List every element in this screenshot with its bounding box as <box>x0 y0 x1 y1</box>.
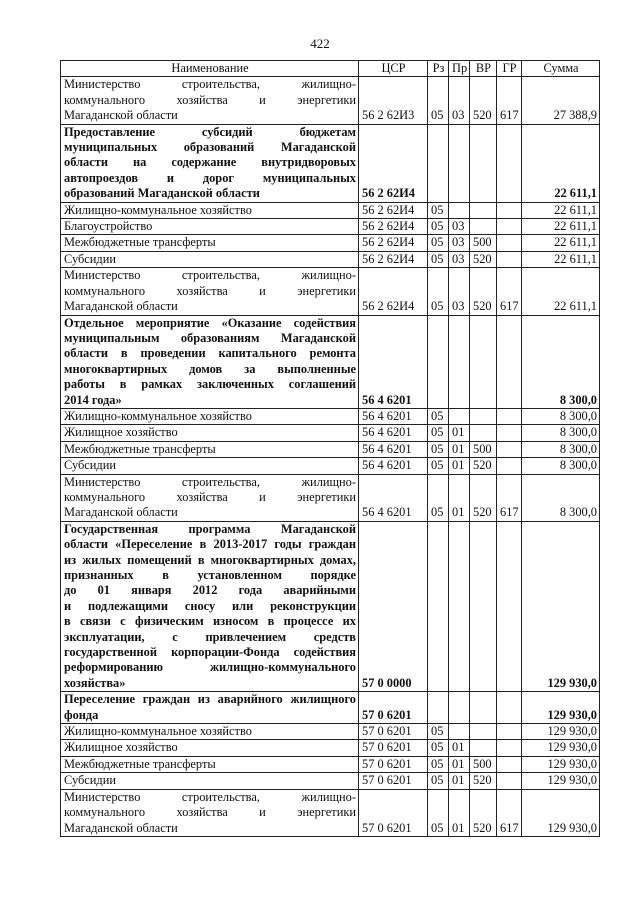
cell-gr <box>497 724 522 740</box>
name-line: Жилищно-коммунальное хозяйство <box>64 724 252 739</box>
table-row <box>61 268 600 315</box>
cell-vr <box>470 740 497 756</box>
header-rz: Рз <box>428 61 449 77</box>
cell-pr: 01 <box>449 789 470 836</box>
name-line: Жилищно-коммунальное хозяйство <box>64 202 252 217</box>
cell-gr <box>497 219 522 235</box>
cell-pr <box>449 202 470 218</box>
name-line: Государственная программа Магаданской <box>64 521 356 536</box>
cell-gr <box>497 425 522 441</box>
name-line: Министерство строительства, жилищно- <box>64 77 356 92</box>
cell-csr: 56 2 62И4 <box>359 235 428 251</box>
table-row <box>61 521 600 691</box>
cell-gr <box>497 315 522 408</box>
header-csr: ЦСР <box>359 61 428 77</box>
table-row <box>61 724 600 740</box>
name-line: коммунального хозяйства и энергетики <box>64 283 356 298</box>
cell-name <box>61 692 359 724</box>
cell-vr <box>470 724 497 740</box>
cell-gr <box>497 441 522 457</box>
cell-pr: 03 <box>449 235 470 251</box>
table-row <box>61 474 600 521</box>
header-sum: Сумма <box>522 61 600 77</box>
cell-pr <box>449 692 470 724</box>
cell-csr: 57 0 6201 <box>359 789 428 836</box>
name-line: из жилых помещений в многоквартирных домах, <box>64 552 356 567</box>
cell-gr <box>497 202 522 218</box>
name-line: Жилищно-коммунальное хозяйство <box>64 408 252 423</box>
cell-pr: 01 <box>449 740 470 756</box>
cell-rz <box>428 315 449 408</box>
cell-rz: 05 <box>428 789 449 836</box>
cell-vr <box>470 408 497 424</box>
cell-sum: 8 300,0 <box>522 441 600 457</box>
cell-rz: 05 <box>428 458 449 474</box>
cell-gr <box>497 408 522 424</box>
cell-gr <box>497 235 522 251</box>
cell-rz: 05 <box>428 441 449 457</box>
cell-pr <box>449 724 470 740</box>
cell-rz <box>428 521 449 691</box>
name-line: коммунального хозяйства и энергетики <box>64 92 356 107</box>
cell-sum: 129 930,0 <box>522 789 600 836</box>
name-line: области в проведении капитального ремонта <box>64 346 356 361</box>
name-line: Министерство строительства, жилищно- <box>64 268 356 283</box>
cell-rz <box>428 692 449 724</box>
name-line: до 01 января 2012 года аварийными <box>64 583 356 598</box>
cell-vr <box>470 124 497 202</box>
page-number: 422 <box>310 36 330 51</box>
name-line: Благоустройство <box>64 219 153 234</box>
cell-pr: 01 <box>449 474 470 521</box>
cell-rz: 05 <box>428 202 449 218</box>
cell-vr <box>470 219 497 235</box>
name-line: Магаданской области <box>64 505 178 520</box>
cell-sum: 22 611,1 <box>522 202 600 218</box>
cell-csr: 56 4 6201 <box>359 441 428 457</box>
cell-pr <box>449 521 470 691</box>
cell-sum: 8 300,0 <box>522 408 600 424</box>
cell-vr <box>470 521 497 691</box>
table-row <box>61 315 600 408</box>
cell-pr: 03 <box>449 251 470 267</box>
header-gr: ГР <box>497 61 522 77</box>
name-line: Межбюджетные трансферты <box>64 441 216 456</box>
cell-vr: 500 <box>470 441 497 457</box>
cell-sum: 8 300,0 <box>522 458 600 474</box>
cell-csr: 57 0 6201 <box>359 692 428 724</box>
cell-gr <box>497 124 522 202</box>
cell-sum: 129 930,0 <box>522 756 600 772</box>
cell-name <box>61 425 359 441</box>
cell-vr: 520 <box>470 251 497 267</box>
table-row <box>61 251 600 267</box>
name-line: Субсидии <box>64 458 116 473</box>
cell-name <box>61 740 359 756</box>
cell-sum: 129 930,0 <box>522 773 600 789</box>
cell-sum: 129 930,0 <box>522 724 600 740</box>
cell-gr <box>497 521 522 691</box>
cell-gr <box>497 756 522 772</box>
cell-rz: 05 <box>428 251 449 267</box>
cell-gr: 617 <box>497 474 522 521</box>
name-line: многоквартирных домов за выполненные <box>64 361 356 376</box>
cell-gr <box>497 692 522 724</box>
table-row <box>61 773 600 789</box>
cell-name <box>61 124 359 202</box>
name-line: Магаданской области <box>64 299 178 314</box>
cell-name <box>61 77 359 124</box>
cell-vr <box>470 692 497 724</box>
cell-sum: 8 300,0 <box>522 315 600 408</box>
cell-rz: 05 <box>428 756 449 772</box>
cell-rz: 05 <box>428 474 449 521</box>
cell-rz: 05 <box>428 773 449 789</box>
cell-rz <box>428 124 449 202</box>
name-line: образований Магаданской области <box>64 186 260 201</box>
cell-sum: 27 388,9 <box>522 77 600 124</box>
name-line: признанных в установленном порядке <box>64 568 356 582</box>
table-header-row <box>61 61 600 77</box>
name-line: Магаданской области <box>64 108 178 123</box>
name-line: в связи с физическим износом в процессе их <box>64 614 356 629</box>
name-line: работы в рамках заключенных соглашений <box>64 377 356 392</box>
name-line: области «Переселение в 2013-2017 годы граждан <box>64 537 356 552</box>
table-row <box>61 219 600 235</box>
cell-csr: 57 0 6201 <box>359 724 428 740</box>
cell-csr: 56 2 62И4 <box>359 202 428 218</box>
name-line: коммунального хозяйства и энергетики <box>64 489 356 504</box>
cell-name <box>61 474 359 521</box>
cell-vr <box>470 425 497 441</box>
table-row <box>61 441 600 457</box>
cell-sum: 129 930,0 <box>522 740 600 756</box>
cell-name <box>61 756 359 772</box>
cell-sum: 8 300,0 <box>522 425 600 441</box>
name-line: эксплуатации, с привлечением средств <box>64 629 356 644</box>
name-line: муниципальных образований Магаданской <box>64 140 356 155</box>
cell-name <box>61 789 359 836</box>
cell-csr: 56 2 62И4 <box>359 251 428 267</box>
cell-rz: 05 <box>428 77 449 124</box>
cell-name <box>61 268 359 315</box>
name-line: Субсидии <box>64 251 116 266</box>
name-line: Межбюджетные трансферты <box>64 756 216 771</box>
name-line: Субсидии <box>64 773 116 788</box>
cell-csr: 56 4 6201 <box>359 425 428 441</box>
name-line: хозяйства» <box>64 675 126 690</box>
cell-pr: 01 <box>449 425 470 441</box>
cell-vr <box>470 315 497 408</box>
header-pr: Пр <box>449 61 470 77</box>
cell-rz: 05 <box>428 740 449 756</box>
cell-vr: 520 <box>470 789 497 836</box>
name-line: фонда <box>64 707 99 722</box>
cell-gr <box>497 740 522 756</box>
cell-sum: 129 930,0 <box>522 521 600 691</box>
cell-sum: 129 930,0 <box>522 692 600 724</box>
table-row <box>61 458 600 474</box>
cell-name <box>61 251 359 267</box>
cell-gr: 617 <box>497 268 522 315</box>
cell-gr <box>497 251 522 267</box>
name-line: коммунального хозяйства и энергетики <box>64 805 356 820</box>
cell-name <box>61 315 359 408</box>
cell-vr: 500 <box>470 756 497 772</box>
cell-name <box>61 219 359 235</box>
cell-name <box>61 408 359 424</box>
name-line: 2014 года» <box>64 392 122 407</box>
cell-pr: 03 <box>449 268 470 315</box>
name-line: Министерство строительства, жилищно- <box>64 789 356 804</box>
name-line: муниципальным образованиям Магаданской <box>64 330 356 345</box>
table-row <box>61 235 600 251</box>
table-body <box>61 77 600 837</box>
name-line: Предоставление субсидий бюджетам <box>64 124 356 139</box>
name-line: Жилищное хозяйство <box>64 740 178 755</box>
cell-sum: 22 611,1 <box>522 268 600 315</box>
cell-vr: 520 <box>470 773 497 789</box>
budget-table <box>60 60 600 837</box>
name-line: реформированию жилищно-коммунального <box>64 660 356 675</box>
header-name: Наименование <box>61 61 359 77</box>
cell-sum: 8 300,0 <box>522 474 600 521</box>
cell-pr <box>449 408 470 424</box>
cell-rz: 05 <box>428 235 449 251</box>
cell-pr: 01 <box>449 458 470 474</box>
cell-sum: 22 611,1 <box>522 251 600 267</box>
cell-rz: 05 <box>428 425 449 441</box>
table-row <box>61 789 600 836</box>
cell-vr: 520 <box>470 474 497 521</box>
name-line: Отдельное мероприятие «Оказание содействия <box>64 315 356 330</box>
table-row <box>61 756 600 772</box>
cell-pr: 01 <box>449 441 470 457</box>
cell-vr: 520 <box>470 268 497 315</box>
cell-vr <box>470 202 497 218</box>
cell-pr <box>449 124 470 202</box>
cell-csr: 56 4 6201 <box>359 474 428 521</box>
cell-csr: 56 2 62И4 <box>359 124 428 202</box>
cell-pr: 03 <box>449 219 470 235</box>
cell-rz: 05 <box>428 219 449 235</box>
table-row <box>61 692 600 724</box>
name-line: Магаданской области <box>64 820 178 835</box>
cell-csr: 57 0 6201 <box>359 740 428 756</box>
table-row <box>61 408 600 424</box>
cell-name <box>61 202 359 218</box>
cell-name <box>61 773 359 789</box>
name-line: области на содержание внутридворовых <box>64 155 356 170</box>
cell-name <box>61 458 359 474</box>
cell-name <box>61 724 359 740</box>
cell-sum: 22 611,1 <box>522 235 600 251</box>
cell-csr: 56 4 6201 <box>359 458 428 474</box>
cell-csr: 56 4 6201 <box>359 408 428 424</box>
cell-gr <box>497 458 522 474</box>
cell-csr: 56 2 62И4 <box>359 268 428 315</box>
cell-csr: 56 4 6201 <box>359 315 428 408</box>
cell-rz: 05 <box>428 724 449 740</box>
cell-csr: 57 0 6201 <box>359 756 428 772</box>
cell-csr: 56 2 62И3 <box>359 77 428 124</box>
cell-name <box>61 441 359 457</box>
name-line: государственной корпорации-Фонда содействия <box>64 645 356 660</box>
name-line: Министерство строительства, жилищно- <box>64 474 356 489</box>
table-row <box>61 202 600 218</box>
cell-pr: 01 <box>449 773 470 789</box>
cell-pr <box>449 315 470 408</box>
cell-sum: 22 611,1 <box>522 124 600 202</box>
header-vr: ВР <box>470 61 497 77</box>
cell-vr: 500 <box>470 235 497 251</box>
cell-gr <box>497 773 522 789</box>
name-line: Переселение граждан из аварийного жилищного <box>64 692 356 707</box>
table-row <box>61 77 600 124</box>
cell-pr: 01 <box>449 756 470 772</box>
table-row <box>61 740 600 756</box>
cell-rz: 05 <box>428 268 449 315</box>
cell-pr: 03 <box>449 77 470 124</box>
name-line: автопроездов и дорог муниципальных <box>64 170 356 185</box>
table-row <box>61 425 600 441</box>
cell-gr: 617 <box>497 789 522 836</box>
name-line: и подлежащими сносу или реконструкции <box>64 598 356 613</box>
cell-vr: 520 <box>470 458 497 474</box>
cell-csr: 56 2 62И4 <box>359 219 428 235</box>
cell-csr: 57 0 0000 <box>359 521 428 691</box>
cell-sum: 22 611,1 <box>522 219 600 235</box>
cell-csr: 57 0 6201 <box>359 773 428 789</box>
cell-name <box>61 521 359 691</box>
name-line: Межбюджетные трансферты <box>64 235 216 250</box>
name-line: Жилищное хозяйство <box>64 425 178 440</box>
cell-vr: 520 <box>470 77 497 124</box>
cell-name <box>61 235 359 251</box>
table-row <box>61 124 600 202</box>
cell-gr: 617 <box>497 77 522 124</box>
cell-rz: 05 <box>428 408 449 424</box>
